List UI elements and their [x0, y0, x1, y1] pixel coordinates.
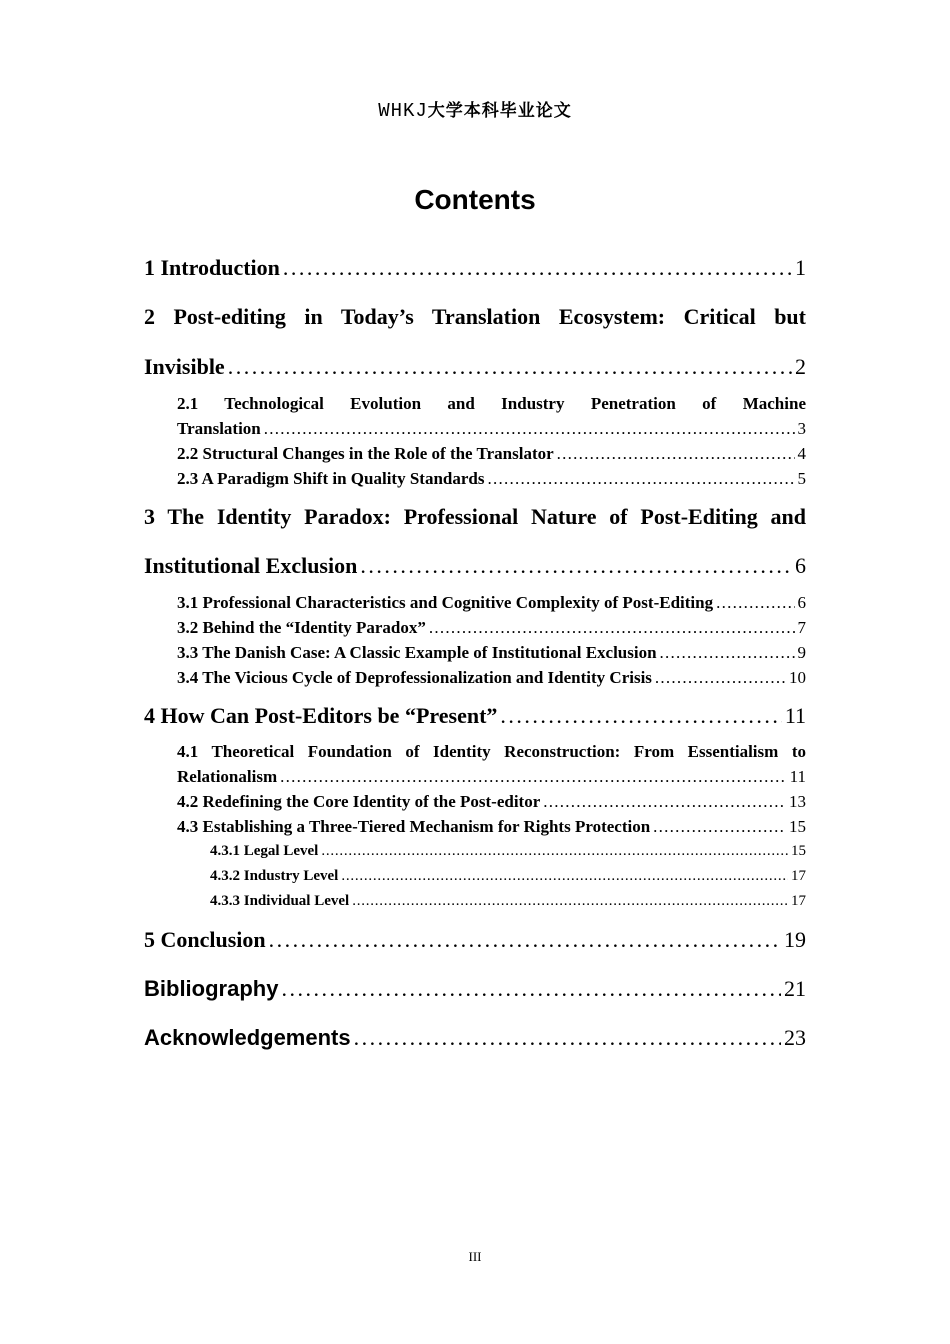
- leader-dots: [653, 817, 786, 837]
- leader-dots: [429, 618, 795, 638]
- toc-entry-page: 13: [789, 792, 806, 811]
- toc-entry-3-3[interactable]: [177, 643, 806, 663]
- leader-dots: [321, 843, 788, 860]
- toc-entry-3-1[interactable]: [177, 593, 806, 613]
- page-header: [0, 96, 950, 122]
- toc-entry-title-line2: Relationalism: [177, 767, 278, 786]
- toc-entry-title: Acknowledgements: [144, 1025, 351, 1050]
- toc-entry-page: 15: [791, 843, 806, 859]
- toc-entry-2[interactable]: [144, 304, 806, 330]
- toc-entry-bibliography[interactable]: [144, 976, 806, 1002]
- leader-dots: [543, 792, 786, 812]
- leader-dots: [352, 893, 788, 910]
- toc-entry-title: 2.2 Structural Changes in the Role of the Translator: [177, 444, 554, 463]
- toc-entry-title-line2: Invisible: [144, 354, 225, 379]
- leader-dots: [280, 767, 787, 787]
- leader-dots: [487, 469, 794, 489]
- toc-entry-title-line1: 4.1 Theoretical Foundation of Identity Reconstruction: From Essentialism to: [177, 742, 806, 761]
- leader-dots: [557, 444, 795, 464]
- leader-dots: [341, 868, 788, 885]
- leader-dots: [655, 668, 786, 688]
- toc-entry-page: 4: [797, 444, 806, 463]
- toc-entry-1[interactable]: [144, 255, 806, 281]
- toc-entry-4-1-cont[interactable]: [177, 767, 806, 787]
- toc-entry-title: 4.3.2 Industry Level: [210, 868, 339, 884]
- toc-entry-title: 3.2 Behind the “Identity Paradox”: [177, 618, 426, 637]
- toc-entry-2-cont[interactable]: [144, 354, 806, 380]
- toc-entry-4-2[interactable]: [177, 792, 806, 812]
- leader-dots: [228, 354, 792, 380]
- toc-entry-3-cont[interactable]: [144, 553, 806, 579]
- page-number: III: [468, 1249, 482, 1264]
- toc-entry-3-4[interactable]: [177, 668, 806, 688]
- leader-dots: [660, 643, 795, 663]
- leader-dots: [354, 1025, 781, 1051]
- toc-entry-4-3[interactable]: [177, 817, 806, 837]
- toc-entry-4-3-3[interactable]: [210, 893, 806, 910]
- toc-entry-2-1[interactable]: [177, 394, 806, 414]
- toc-entry-title: 4 How Can Post-Editors be “Present”: [144, 703, 498, 728]
- toc-entry-5[interactable]: [144, 927, 806, 953]
- leader-dots: [500, 703, 781, 729]
- toc-entry-page: 10: [789, 668, 806, 687]
- toc-entry-2-3[interactable]: [177, 469, 806, 489]
- toc-entry-title-line1: 2.1 Technological Evolution and Industry Penetration of Machine: [177, 394, 806, 413]
- toc-entry-title: Bibliography: [144, 976, 279, 1001]
- toc-entry-page: 11: [789, 767, 806, 786]
- toc-entry-page: 19: [784, 927, 806, 952]
- toc-entry-title-line2: Translation: [177, 419, 261, 438]
- toc-entry-3-2[interactable]: [177, 618, 806, 638]
- toc-entry-title: 3.1 Professional Characteristics and Cognitive Complexity of Post-Editing: [177, 593, 714, 612]
- leader-dots: [283, 255, 792, 281]
- toc-entry-page: 7: [797, 618, 806, 637]
- toc-entry-4-3-1[interactable]: [210, 843, 806, 860]
- leader-dots: [281, 976, 781, 1002]
- leader-dots: [264, 419, 795, 439]
- header-school-code: WHKJ: [378, 100, 428, 122]
- leader-dots: [269, 927, 781, 953]
- toc-entry-title: 3.3 The Danish Case: A Classic Example of Institutional Exclusion: [177, 643, 657, 662]
- toc-entry-page: 6: [797, 593, 806, 612]
- toc-entry-page: 1: [795, 255, 806, 280]
- leader-dots: [716, 593, 794, 613]
- toc-entry-2-1-cont[interactable]: [177, 419, 806, 439]
- toc-entry-page: 17: [791, 893, 806, 909]
- page-title: Contents: [414, 184, 536, 215]
- toc-entry-4[interactable]: [144, 703, 806, 729]
- toc-entry-title-line1: 3 The Identity Paradox: Professional Nature of Post-Editing and: [144, 504, 806, 529]
- toc-entry-title-line2: Institutional Exclusion: [144, 553, 358, 578]
- toc-entry-page: 15: [789, 817, 806, 836]
- toc-entry-4-1[interactable]: [177, 742, 806, 762]
- toc-entry-acknowledgements[interactable]: [144, 1025, 806, 1051]
- toc-entry-title: 4.3.1 Legal Level: [210, 843, 319, 859]
- toc-entry-page: 5: [797, 469, 806, 488]
- toc-entry-title: 5 Conclusion: [144, 927, 266, 952]
- toc-entry-title: 3.4 The Vicious Cycle of Deprofessionalization and Identity Crisis: [177, 668, 652, 687]
- toc-entry-page: 6: [795, 553, 806, 578]
- leader-dots: [360, 553, 792, 579]
- toc-entry-2-2[interactable]: [177, 444, 806, 464]
- toc-entry-title: 1 Introduction: [144, 255, 280, 280]
- toc-entry-title: 2.3 A Paradigm Shift in Quality Standards: [177, 469, 485, 488]
- toc-entry-title-line1: 2 Post-editing in Today’s Translation Ecosystem: Critical but: [144, 304, 806, 329]
- toc-entry-page: 2: [795, 354, 806, 379]
- toc-entry-3[interactable]: [144, 504, 806, 530]
- toc-entry-page: 21: [784, 976, 806, 1001]
- toc-entry-page: 17: [791, 868, 806, 884]
- toc-entry-page: 9: [797, 643, 806, 662]
- toc-entry-page: 23: [784, 1025, 806, 1050]
- header-thesis-label: 大学本科毕业论文: [427, 101, 572, 121]
- toc-entry-title: 4.3 Establishing a Three-Tiered Mechanism for Rights Protection: [177, 817, 651, 836]
- toc-entry-4-3-2[interactable]: [210, 868, 806, 885]
- toc-entry-page: 3: [797, 419, 806, 438]
- toc-entry-title: 4.3.3 Individual Level: [210, 893, 350, 909]
- toc-entry-page: 11: [784, 703, 806, 728]
- toc-entry-title: 4.2 Redefining the Core Identity of the Post-editor: [177, 792, 541, 811]
